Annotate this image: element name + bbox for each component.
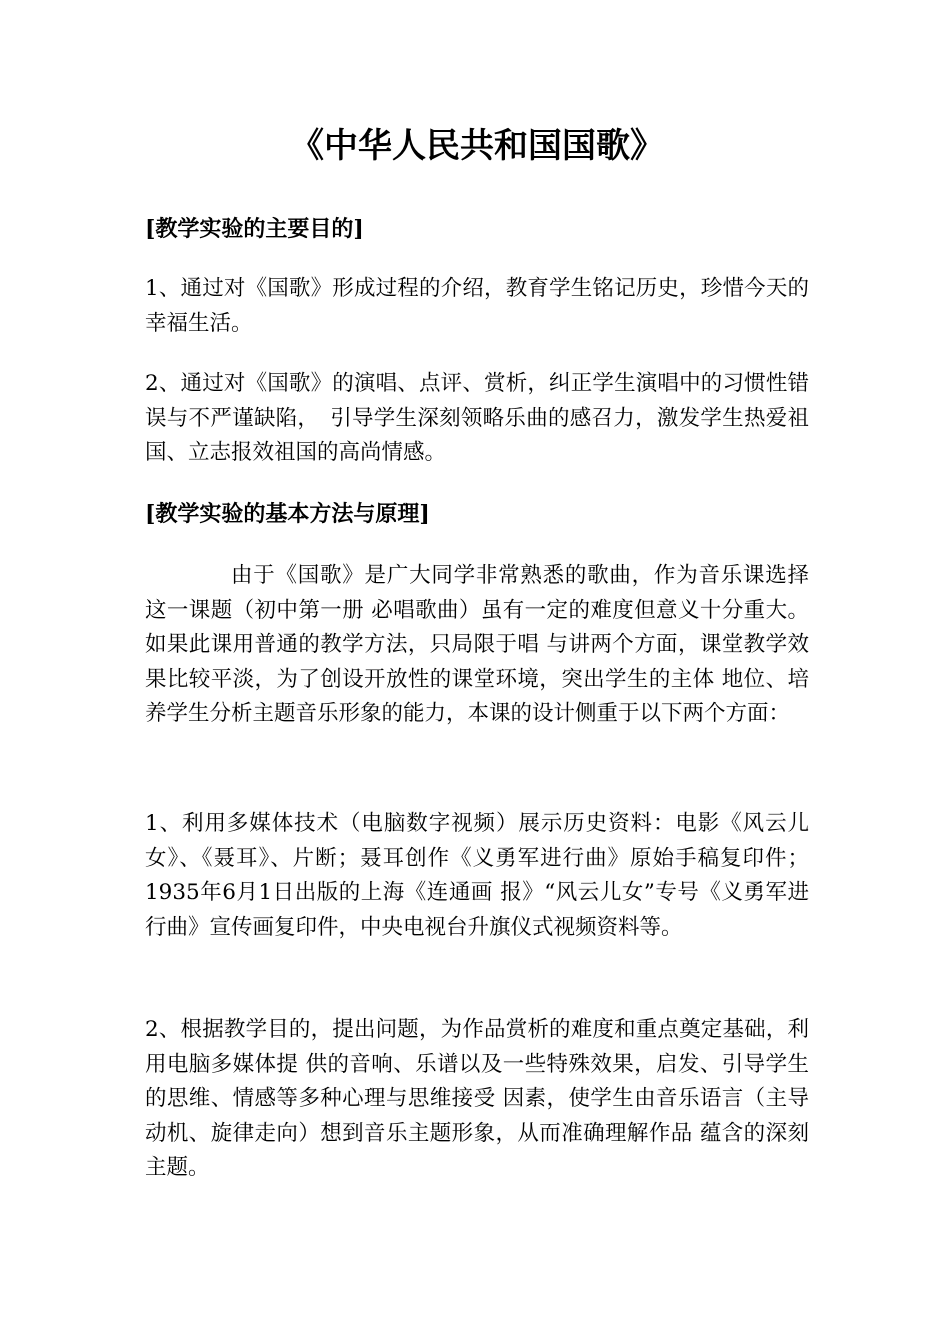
objective-item-1: 1、通过对《国歌》形成过程的介绍，教育学生铭记历史，珍惜今天的幸福生活。 [145, 276, 809, 336]
objective-item-2: 2、通过对《国歌》的演唱、点评、赏析，纠正学生演唱中的习惯性错误与不严谨缺陷， 引导学生深刻领略乐曲的感召力，激发学生热爱祖国、立志报效祖国的高尚情感。 [145, 371, 809, 465]
section-heading-methods: [教学实验的基本方法与原理] [145, 501, 430, 527]
methods-intro-paragraph: 由于《国歌》是广大同学非常熟悉的歌曲，作为音乐课选择这一课题（初中第一册 必唱歌曲）虽有一定的难度但意义十分重大。如果此课用普通的教学方法，只局限于唱 与讲两个方面，课堂教学效果比较平淡，为了创设开放性的课堂环境，突出学生的主体 地位、培养学生分析主题音乐形象的能力，本课的设计侧重于以下两个方面： [145, 563, 809, 726]
section-heading-objectives: [教学实验的主要目的] [145, 216, 364, 242]
document-title: 《中华人民共和国国歌》 [290, 126, 664, 166]
method-item-2: 2、根据教学目的，提出问题，为作品赏析的难度和重点奠定基础，利用电脑多媒体提 供的音响、乐谱以及一些特殊效果，启发、引导学生的思维、情感等多种心理与思维接受 因素，使学生由音乐语言（主导动机、旋律走向）想到音乐主题形象，从而准确理解作品 蕴含的深刻主题。 [145, 1017, 809, 1180]
method-item-1: 1、利用多媒体技术（电脑数字视频）展示历史资料：电影《风云儿女》、《聂耳》、片断；聂耳创作《义勇军进行曲》原始手稿复印件；1935年6月1日出版的上海《连通画 报》“风云儿女”专号《义勇军进行曲》宣传画复印件，中央电视台升旗仪式视频资料等。 [145, 811, 809, 940]
